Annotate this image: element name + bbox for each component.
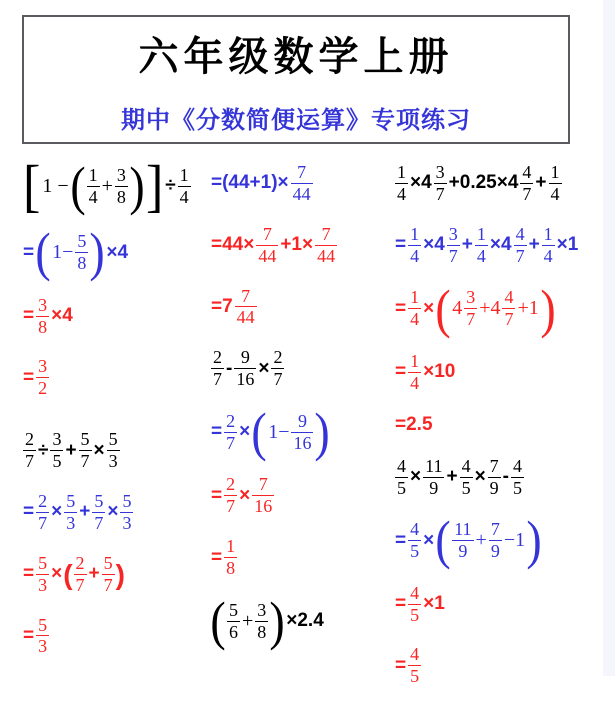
fraction-numerator: 9 [240,347,250,368]
fraction-denominator: 7 [273,369,283,390]
math-term: + [535,172,547,194]
tall-paren: ) [526,510,542,571]
fraction-numerator: 11 [425,455,443,476]
fraction-denominator: 6 [228,621,238,642]
math-line [22,554,192,595]
tall-paren: ( [69,156,86,217]
fraction [224,537,237,578]
math-line [394,352,579,393]
fraction-numerator: 2 [226,410,236,431]
fraction [224,412,237,453]
fraction [74,554,87,595]
fraction-numerator: 4 [410,519,420,540]
math-term: = [395,529,407,551]
fraction-numerator: 5 [108,429,118,450]
fraction-numerator: 7 [297,162,307,182]
fraction-numerator: 2 [213,347,222,368]
tall-bracket: ] [145,153,164,218]
fraction [120,492,133,533]
fraction [271,348,284,389]
math-line [22,296,192,337]
fraction [542,225,555,266]
fraction [211,348,224,389]
fraction-denominator: 8 [257,621,267,642]
math-term: × [239,484,251,506]
fraction-denominator: 44 [317,245,336,266]
fraction-numerator: 5 [103,552,113,573]
fraction [234,348,256,389]
fraction-denominator: 44 [292,183,311,204]
math-term: + [65,439,77,461]
math-term: ×4 [106,241,129,263]
fraction-denominator: 9 [458,541,468,562]
fraction [464,288,477,329]
fraction-numerator: 3 [448,223,458,244]
tall-paren: ) [540,278,556,339]
math-term: +1 [517,297,539,320]
fraction [291,412,313,453]
fraction-denominator: 5 [410,666,420,687]
fraction-numerator: 3 [435,162,445,182]
fraction [235,287,257,328]
fraction [488,457,501,498]
fraction [75,232,88,273]
fraction-numerator: 2 [75,552,85,573]
math-term: = [211,421,223,443]
fraction [408,520,421,561]
math-term: × [423,297,435,319]
fraction-numerator: 4 [513,455,522,476]
fraction-numerator: 2 [25,429,34,450]
fraction-denominator: 7 [515,245,525,266]
fraction-numerator: 3 [257,599,267,620]
fraction-denominator: 9 [489,477,499,498]
fraction [395,457,408,498]
fraction-numerator: 11 [454,519,472,540]
fraction-numerator: 1 [410,350,420,371]
math-term: ×4 [489,234,512,256]
fraction [36,357,49,398]
math-term: = [23,241,35,263]
fraction [520,163,533,204]
tall-paren: ) [314,402,331,463]
math-term: 1− [268,420,290,443]
worksheet-column-2 [210,163,338,664]
math-line [394,163,579,204]
math-line [394,278,579,339]
math-line [210,537,338,578]
fraction [475,225,488,266]
fraction [256,225,278,266]
math-line [22,357,192,398]
tall-paren: ( [435,510,451,571]
fraction-numerator: 5 [66,491,76,511]
math-term: × [258,357,270,379]
fraction-denominator: 44 [236,307,255,328]
math-term: −1 [503,529,526,552]
tall-paren: ) [269,590,285,651]
fraction [224,475,237,516]
math-term: 1 − [42,174,69,197]
fraction-numerator: 1 [226,536,236,557]
math-term: =2.5 [395,413,433,435]
fraction-denominator: 8 [116,186,126,207]
fraction [102,554,115,595]
fraction-numerator: 4 [515,223,525,244]
fraction [23,430,36,471]
fraction-numerator: 1 [550,162,560,182]
fraction-numerator: 1 [88,164,98,185]
fraction-denominator: 5 [513,477,522,498]
fraction-numerator: 7 [241,285,251,306]
fraction-denominator: 7 [435,183,445,204]
fraction-denominator: 7 [80,451,90,472]
math-term: ÷ [38,439,49,461]
fraction-denominator: 4 [543,245,553,266]
math-term: +0.25×4 [448,172,519,194]
fraction-denominator: 4 [397,183,406,204]
fraction [408,584,421,625]
fraction [291,163,313,204]
math-term: ×4 [51,305,73,327]
fraction-denominator: 7 [213,369,222,390]
fraction-denominator: 3 [38,636,48,657]
math-term: + [528,234,540,256]
math-line [210,475,338,516]
fraction-denominator: 7 [226,432,236,453]
math-term: × [51,563,63,585]
math-line [210,402,338,463]
fraction [408,288,421,329]
math-line [210,163,338,204]
page-title: 六年级数学上册 [138,34,454,79]
fraction-numerator: 3 [38,294,48,315]
fraction-denominator: 4 [410,309,420,330]
fraction-numerator: 9 [297,410,307,431]
tall-bracket: [ [22,153,41,218]
fraction-numerator: 5 [38,614,48,635]
fraction [511,457,524,498]
math-term: +4 [479,297,501,320]
fraction [92,492,105,533]
fraction-denominator: 4 [550,183,560,204]
math-term: =44× [211,234,255,256]
math-term: = [395,654,407,676]
math-line [210,590,338,651]
fraction-numerator: 5 [228,599,238,620]
math-line [22,492,192,533]
math-term: =(44+1)× [211,172,289,194]
fraction-denominator: 7 [522,183,532,204]
fraction-numerator: 5 [38,552,48,573]
fraction [252,475,274,516]
fraction [36,492,49,533]
math-term: = [23,501,35,523]
fraction-numerator: 3 [466,287,476,308]
math-line [394,510,579,571]
math-term: =7 [211,295,233,317]
fraction-denominator: 7 [25,451,34,472]
fraction-numerator: 5 [80,429,90,450]
tall-paren: ( [35,222,51,283]
math-term: × [474,466,486,487]
math-line [210,287,338,328]
fraction-numerator: 7 [258,474,268,495]
fraction [50,430,63,471]
fraction-denominator: 7 [466,309,476,330]
fraction-denominator: 4 [88,186,98,207]
fraction-denominator: 2 [38,378,48,399]
fraction-denominator: 9 [490,541,500,562]
math-term: × [239,421,251,443]
fraction-denominator: 7 [226,496,236,517]
fraction [489,520,502,561]
fraction-numerator: 1 [410,223,420,244]
math-term: - [502,466,509,487]
math-term: = [395,234,407,256]
math-line [22,616,192,657]
math-term: +1× [280,234,314,256]
fraction-denominator: 44 [258,245,277,266]
math-term: + [475,529,487,552]
worksheet-column-1 [22,153,192,677]
fraction-numerator: 1 [476,223,486,244]
math-term: = [23,305,35,327]
bold-paren: ( [63,558,73,590]
math-term: + [101,174,113,197]
fraction-numerator: 2 [38,491,48,511]
fraction-denominator: 4 [179,186,189,207]
fraction-numerator: 3 [52,429,62,450]
math-term: + [446,466,458,487]
fraction-denominator: 8 [38,316,48,337]
fraction-numerator: 1 [410,287,420,308]
fraction-denominator: 4 [410,372,420,393]
math-line [394,584,579,625]
math-line [210,348,338,389]
math-term: + [79,501,91,523]
bold-paren: ) [115,558,125,590]
fraction-numerator: 1 [179,164,189,185]
fraction [315,225,337,266]
fraction-numerator: 5 [94,491,104,511]
fraction [434,163,447,204]
fraction [115,166,128,207]
math-term: ÷ [165,175,176,197]
fraction [408,352,421,393]
fraction-denominator: 7 [75,574,85,595]
fraction [36,296,49,337]
math-term: × [410,466,422,487]
math-line [394,414,579,436]
fraction-denominator: 3 [38,574,48,595]
fraction-denominator: 8 [226,558,236,579]
fraction-denominator: 5 [52,451,62,472]
math-term: - [226,357,233,379]
math-term: × [51,501,63,523]
fraction [79,430,92,471]
fraction-numerator: 1 [397,162,406,182]
fraction [502,288,515,329]
math-line [22,153,192,218]
tall-paren: ( [435,278,451,339]
math-line [22,430,192,471]
math-term: + [88,563,100,585]
fraction-denominator: 3 [122,512,132,533]
fraction-numerator: 7 [321,223,331,244]
fraction-numerator: 4 [461,455,471,476]
fraction [64,492,77,533]
fraction [423,457,444,498]
fraction-denominator: 7 [504,309,514,330]
fraction-denominator: 7 [38,512,48,533]
math-term: = [395,593,407,615]
page-subtitle: 期中《分数简便运算》专项练习 [121,108,471,134]
fraction-numerator: 2 [273,347,283,368]
math-line [210,225,338,266]
math-term: = [395,361,407,383]
math-term: ×2.4 [286,610,324,632]
math-term: × [423,529,435,551]
fraction-denominator: 16 [236,369,255,390]
fraction-denominator: 4 [476,245,486,266]
fraction-denominator: 7 [103,574,113,595]
fraction-denominator: 4 [410,245,420,266]
fraction [408,645,421,686]
fraction-numerator: 4 [504,287,514,308]
fraction-numerator: 4 [410,582,420,603]
math-term: = [23,563,35,585]
fraction-numerator: 4 [397,455,406,476]
fraction-numerator: 1 [543,223,553,244]
fraction [460,457,473,498]
fraction-numerator: 7 [262,223,272,244]
math-line [394,225,579,266]
fraction [36,616,49,657]
math-term: × [93,439,105,461]
fraction [87,166,100,207]
fraction [255,601,268,642]
fraction-denominator: 3 [66,512,76,533]
fraction [107,430,120,471]
fraction-denominator: 8 [77,253,87,274]
fraction [549,163,562,204]
fraction-denominator: 5 [410,604,420,625]
fraction-numerator: 2 [226,474,236,495]
fraction-numerator: 3 [38,356,48,377]
fraction [452,520,473,561]
fraction [178,166,191,207]
fraction-denominator: 9 [429,477,439,498]
math-term: × [107,501,119,523]
math-term: = [23,366,35,388]
math-term: ×4 [423,234,445,256]
tall-paren: ( [251,402,267,463]
math-term: + [461,234,473,256]
tall-paren: ) [129,156,145,217]
math-line [394,645,579,686]
tall-paren: ) [89,222,106,283]
fraction-denominator: 7 [94,512,104,533]
fraction-numerator: 7 [489,455,499,476]
math-term: 4 [452,297,463,320]
fraction-denominator: 5 [461,477,471,498]
fraction-denominator: 3 [108,451,118,472]
fraction-numerator: 3 [116,164,126,185]
fraction-denominator: 7 [448,245,458,266]
fraction [408,225,421,266]
worksheet-header [22,15,570,144]
fraction [36,554,49,595]
math-term: = [211,484,223,506]
fraction-numerator: 4 [522,162,532,182]
fraction [227,601,240,642]
fraction-denominator: 5 [397,477,406,498]
fraction-denominator: 16 [254,496,273,517]
page-edge-strip [603,0,615,676]
math-term: 1− [52,241,74,264]
fraction-denominator: 16 [293,432,312,453]
math-term: ×1 [556,234,579,256]
fraction-numerator: 4 [410,644,420,665]
tall-paren: ( [210,590,226,651]
math-term: = [211,546,223,568]
fraction-numerator: 7 [490,519,500,540]
fraction-denominator: 5 [410,541,420,562]
math-line [394,457,579,498]
math-term: + [241,609,254,632]
math-term: = [23,624,35,646]
math-term: ×10 [423,361,456,383]
fraction-numerator: 5 [122,491,132,511]
math-term: ×4 [410,172,432,194]
fraction-numerator: 5 [77,231,87,252]
math-term: ×1 [423,593,445,615]
worksheet-column-3 [394,163,579,707]
fraction [395,163,408,204]
math-term: = [395,297,407,319]
fraction [514,225,527,266]
math-line [22,222,192,283]
fraction [447,225,460,266]
